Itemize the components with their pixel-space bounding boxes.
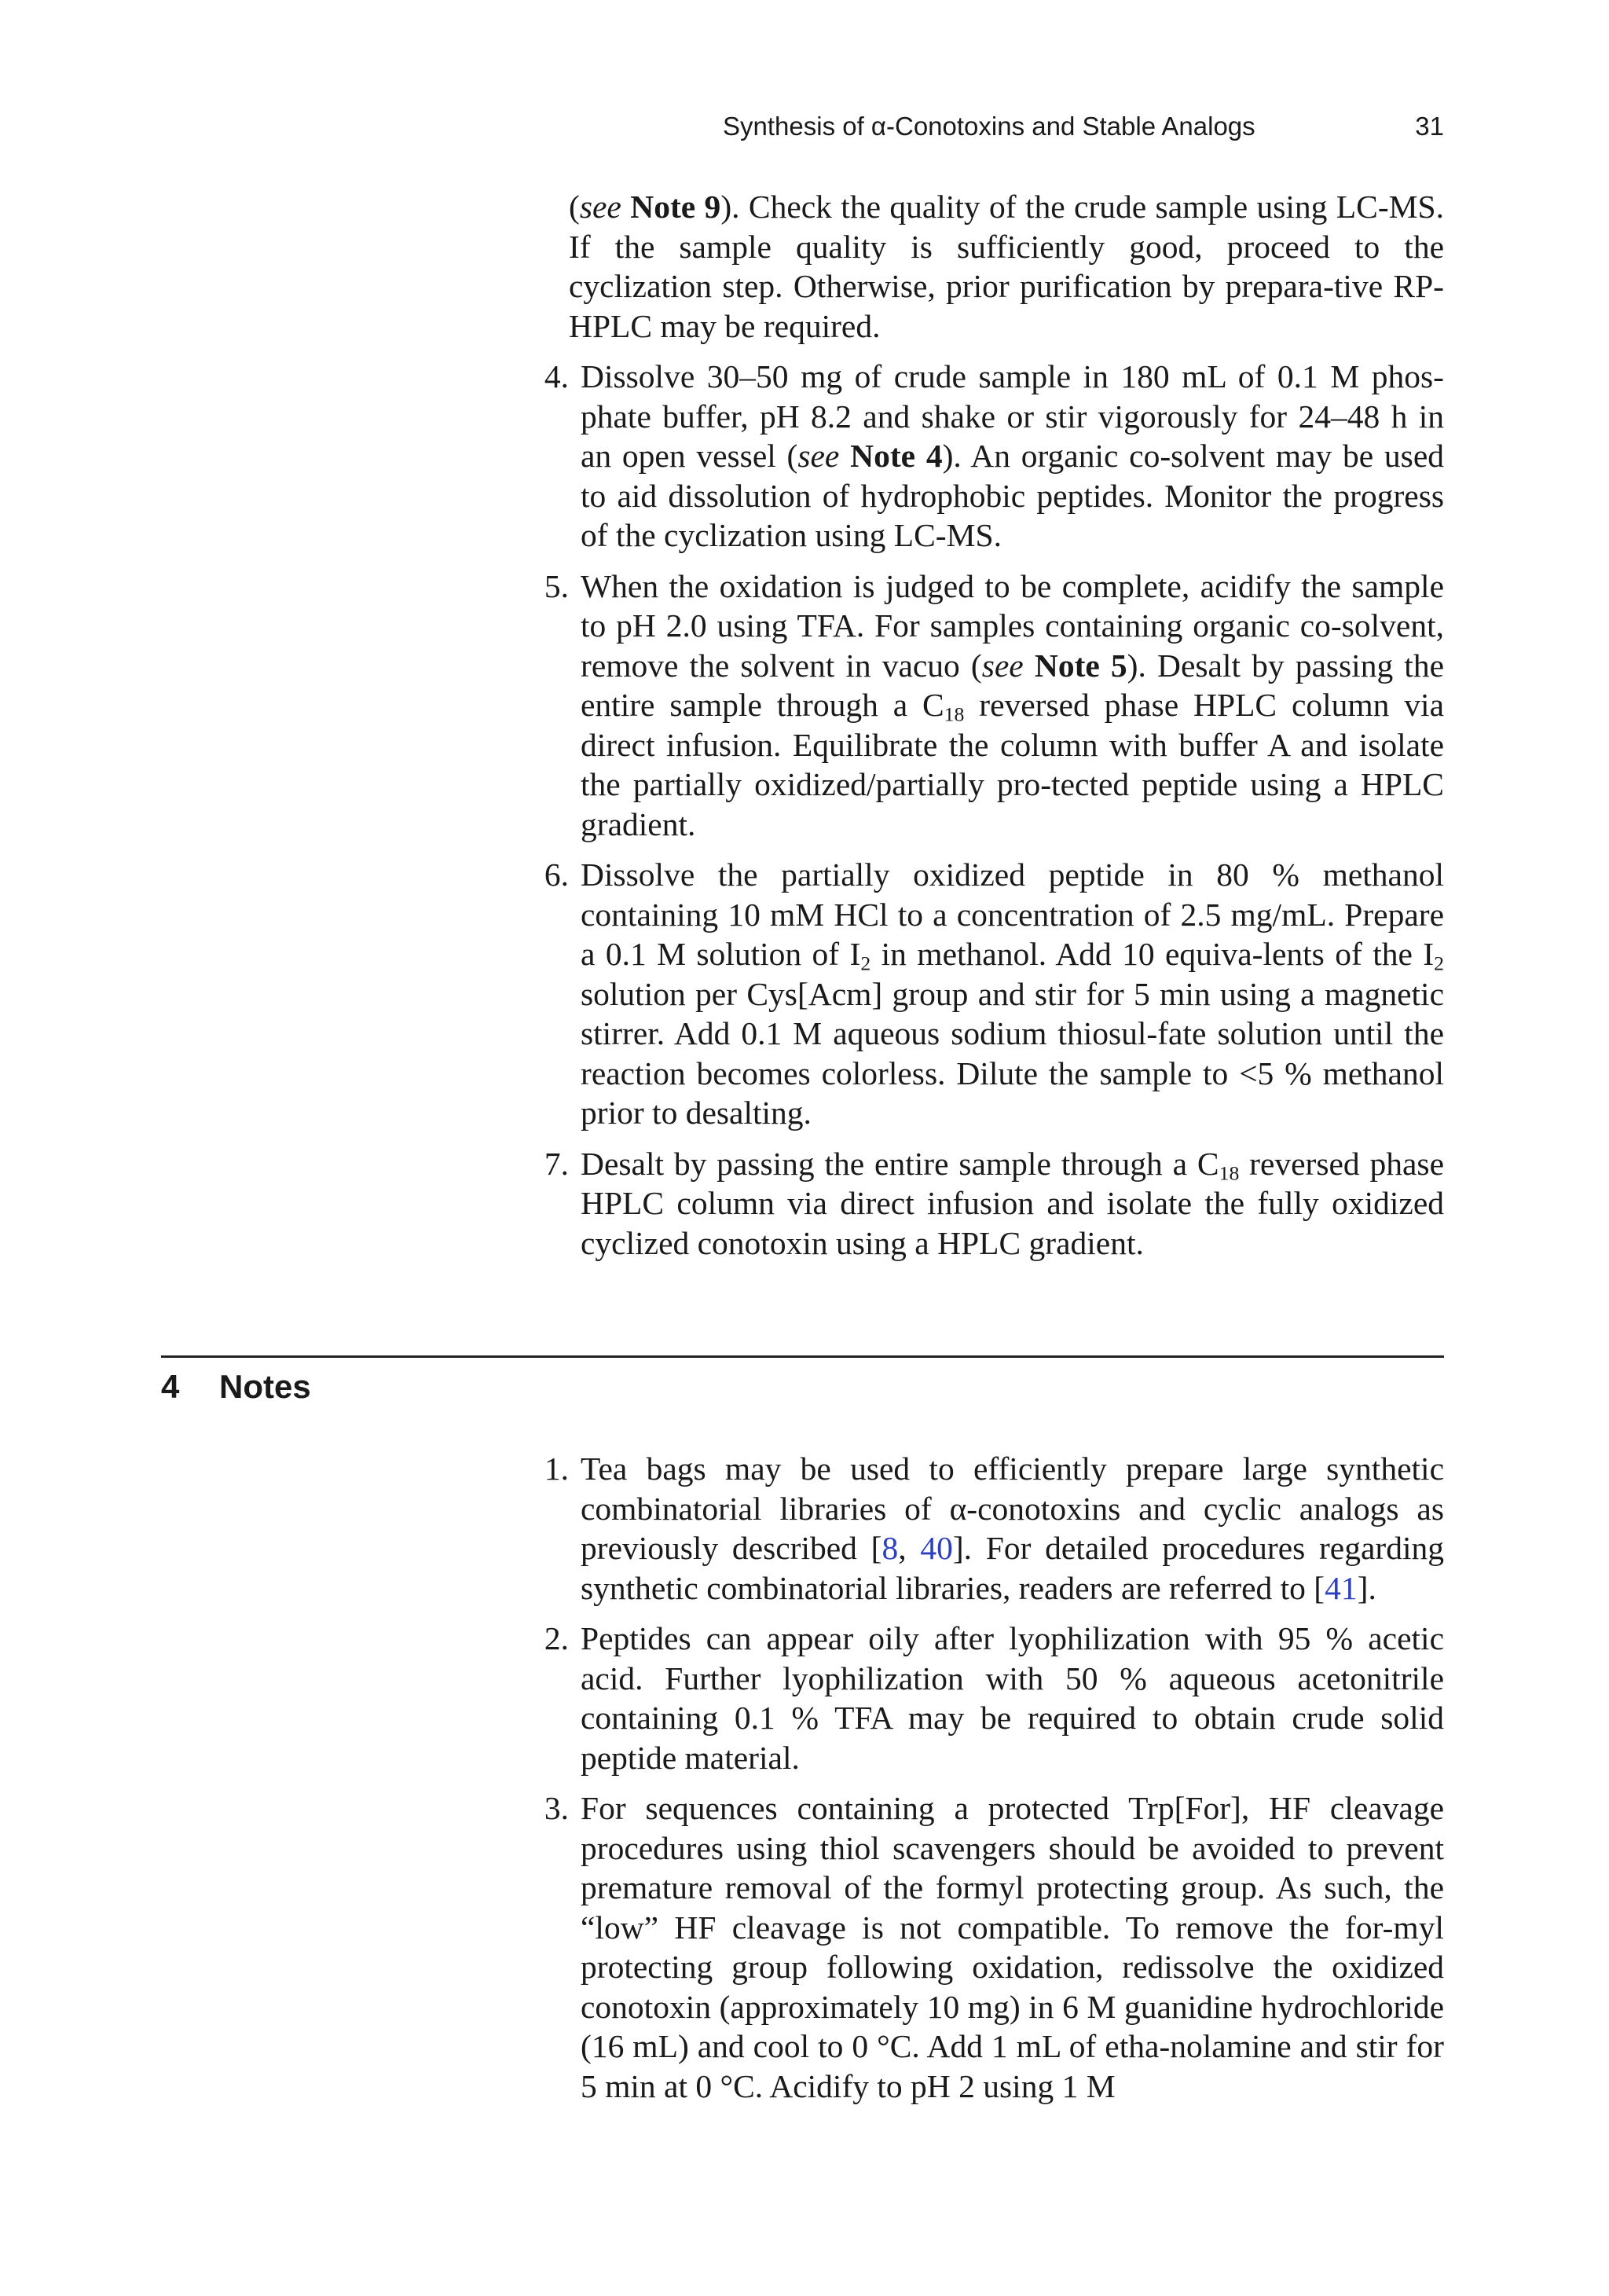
section-number: 4 bbox=[161, 1368, 180, 1405]
note-ref: Note 4 bbox=[850, 438, 943, 474]
note-number: 3. bbox=[544, 1790, 569, 1826]
section-heading bbox=[161, 1368, 311, 1406]
procedure-list bbox=[517, 187, 1444, 1274]
note-1 bbox=[517, 1449, 1444, 1608]
step-number: 6. bbox=[544, 856, 569, 893]
running-head bbox=[723, 112, 1444, 141]
note-text: For sequences containing a protected Trp[For], HF cleavage procedures using thiol scavengers should be avoided to prevent premature removal of the formyl protecting group. As such, the “low” HF cleavage is not compatible. To remove the for-myl protecting group following oxidation, redissolve the oxidized conotoxin (approximately 10 mg) in 6 M guanidine hydrochloride (16 mL) and cool to 0 °C. Add 1 mL of etha-nolamine and stir for 5 min at 0 °C. Acidify to pH 2 using 1 M bbox=[581, 1790, 1444, 2104]
continuation-paragraph: (see Note 9). Check the quality of the crude sample using LC-MS. If the sample quality is sufficiently good, proceed to the cyclization step. Otherwise, prior purification by prepara-tive RP-HPLC may be required. bbox=[569, 189, 1445, 344]
step-number: 4. bbox=[544, 358, 569, 394]
citation-link[interactable]: 40 bbox=[920, 1530, 953, 1566]
notes-list bbox=[517, 1449, 1444, 2117]
note-3 bbox=[517, 1788, 1444, 2106]
step-number: 7. bbox=[544, 1145, 569, 1182]
section-title: Notes bbox=[219, 1368, 311, 1405]
subscript: 2 bbox=[1434, 952, 1444, 975]
citation-link[interactable]: 41 bbox=[1325, 1569, 1358, 1606]
step-6 bbox=[517, 855, 1444, 1133]
step-text: When the oxidation is judged to be complete, acidify the sample to pH 2.0 using TFA. For samples containing organic co-solvent, remove the solvent in vacuo (see Note 5). Desalt by passing the entire sample through a $C_{18}$ reversed phase HPLC column via direct infusion. Equilibrate the column with buffer A and isolate the partially oxidized/partially pro-tected peptide using a HPLC gradient. bbox=[581, 567, 1445, 842]
note-text: Peptides can appear oily after lyophilization with 95 % acetic acid. Further lyophilization with 50 % aqueous acetonitrile containing 0.1 % TFA may be required to obtain crude solid peptide material. bbox=[581, 1620, 1444, 1776]
see-ref: see bbox=[579, 189, 621, 225]
note-number: 1. bbox=[544, 1451, 569, 1487]
subscript: 2 bbox=[860, 952, 871, 975]
running-title: Synthesis of α-Conotoxins and Stable Analogs bbox=[723, 112, 1255, 141]
step-text: Dissolve the partially oxidized peptide in 80 % methanol containing 10 mM HCl to a concentration of 2.5 mg/mL. Prepare a 0.1 M solution of $I_2$ in methanol. Add 10 equiva-lents of the $I_2$ solution per Cys[Acm] group and stir for 5 min using a magnetic stirrer. Add 0.1 M aqueous sodium thiosul-fate solution until the reaction becomes colorless. Dilute the sample to <5 % methanol prior to desalting. bbox=[581, 856, 1444, 1131]
step-text: Desalt by passing the entire sample through a $C_{18}$ reversed phase HPLC column via direct infusion and isolate the fully oxidized cyclized conotoxin using a HPLC gradient. bbox=[581, 1145, 1444, 1261]
see-ref: see bbox=[981, 647, 1024, 684]
subscript: 18 bbox=[944, 702, 965, 726]
note-ref: Note 9 bbox=[630, 189, 721, 225]
subscript: 18 bbox=[1219, 1161, 1240, 1184]
page-number: 31 bbox=[1415, 112, 1444, 141]
step-number: 5. bbox=[544, 567, 569, 604]
section-rule bbox=[161, 1355, 1444, 1358]
step-5 bbox=[517, 567, 1444, 845]
note-number: 2. bbox=[544, 1620, 569, 1656]
note-ref: Note 5 bbox=[1034, 647, 1127, 684]
step-7 bbox=[517, 1144, 1444, 1264]
see-ref: see bbox=[797, 438, 840, 474]
citation-link[interactable]: 8 bbox=[881, 1530, 899, 1566]
step-text: Dissolve 30–50 mg of crude sample in 180 mL of 0.1 M phos-phate buffer, pH 8.2 and shake or stir vigorously for 24–48 h in an open vessel (see Note 4). An organic co-solvent may be used to aid dissolution of hydrophobic peptides. Monitor the progress of the cyclization using LC-MS. bbox=[581, 358, 1445, 553]
note-text: Tea bags may be used to efficiently prepare large synthetic combinatorial libraries of α-conotoxins and cyclic analogs as previously described [8, 40]. For detailed procedures regarding synthetic combinatorial libraries, readers are referred to [41]. bbox=[581, 1451, 1444, 1606]
note-2 bbox=[517, 1619, 1444, 1777]
step-4 bbox=[517, 357, 1444, 556]
